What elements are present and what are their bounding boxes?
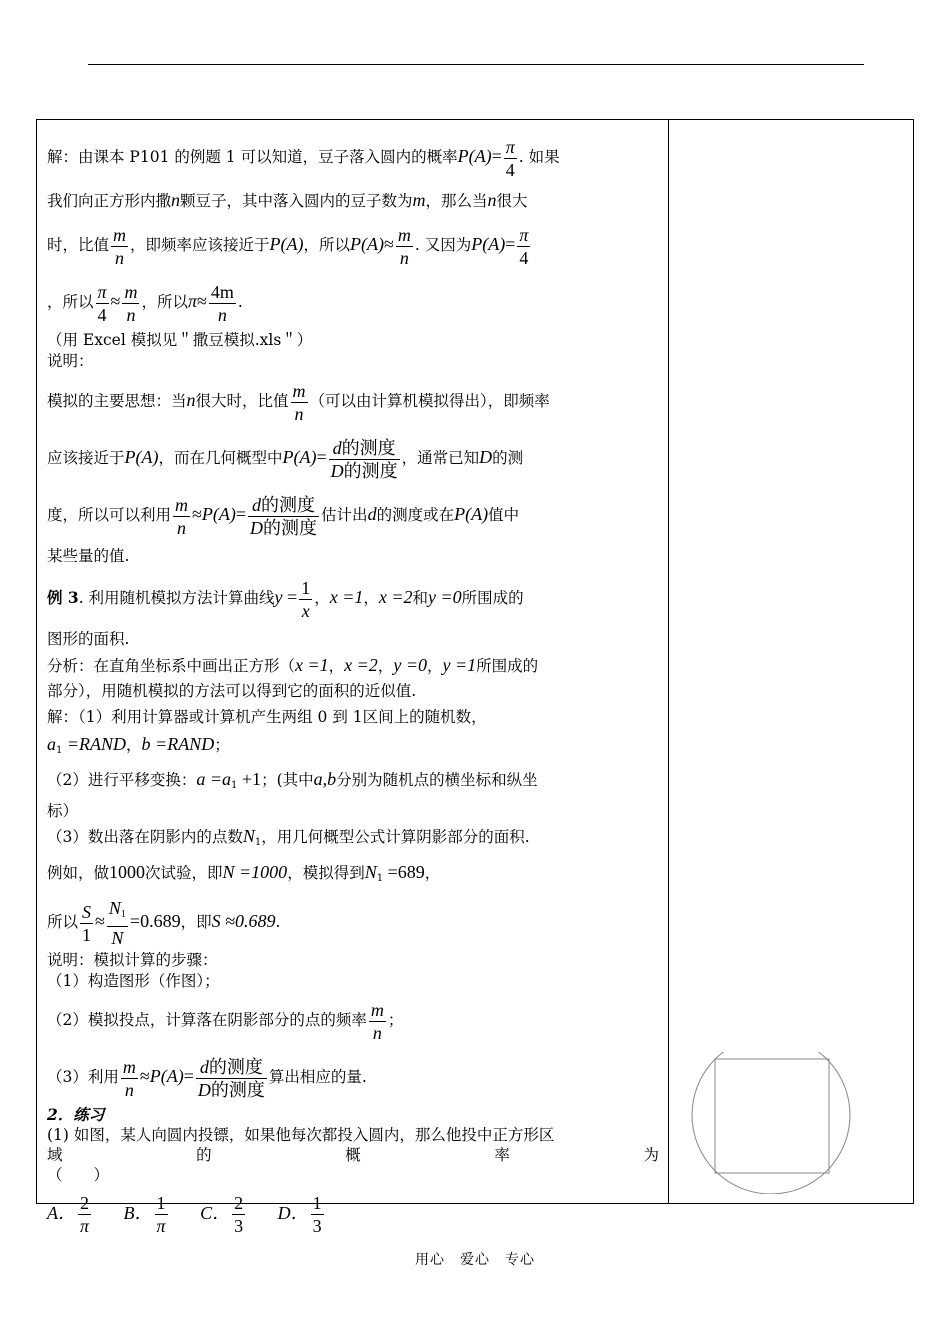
frac-measure	[248, 494, 319, 539]
text: ，	[314, 589, 330, 607]
frac-m-n	[369, 999, 386, 1044]
step3-line	[47, 821, 659, 858]
choice-C-label: C．	[200, 1203, 231, 1223]
steps-3	[47, 1048, 659, 1105]
text: 分别为随机点的横坐标和纵坐	[336, 771, 538, 789]
solution-line-4	[47, 273, 659, 330]
text: 解：（1）利用计算器或计算机产生两组 0 到 1区间上的随机数，	[47, 708, 487, 726]
text: .	[275, 913, 281, 931]
frac-den: 3	[312, 1216, 322, 1237]
text: (1) 如图，某人向圆内投镖，如果他每次都投入圆内，那么他投中正方形区	[47, 1126, 555, 1144]
answer-choices	[47, 1185, 659, 1241]
frac-measure-text: 的测度	[208, 1056, 263, 1077]
text: 很大	[496, 192, 528, 210]
choice-B-label: B．	[123, 1203, 153, 1223]
frac-num: 1	[301, 577, 311, 598]
frac-D: D	[330, 460, 344, 481]
subscript: 1	[56, 745, 63, 756]
text: 的测	[492, 449, 524, 467]
text: 应该接近于	[47, 449, 125, 467]
frac-den: π	[80, 1216, 90, 1237]
text: 模拟的主要思想：当	[47, 392, 187, 410]
text: 和	[412, 589, 429, 607]
frac-den: 4	[519, 247, 529, 268]
text: .	[237, 293, 243, 311]
solution-line-2	[47, 185, 659, 216]
frac-4m-n	[209, 281, 236, 326]
text: ，所以	[47, 293, 94, 311]
math-PA: P(A)	[350, 234, 385, 254]
frac-num: 1	[155, 1192, 168, 1215]
text: 率	[494, 1146, 510, 1164]
frac-den: 3	[234, 1216, 244, 1237]
frac-1-x	[299, 577, 312, 622]
text: （3）利用	[47, 1068, 119, 1086]
text: 算出相应的量.	[268, 1068, 367, 1086]
math-eq: =	[316, 447, 327, 467]
math-cond: y =0	[428, 587, 462, 607]
note-label	[47, 350, 659, 372]
main-column	[47, 128, 659, 1241]
result-line	[47, 893, 659, 950]
math-approx: ≈	[95, 911, 105, 931]
math-N: N	[242, 826, 255, 846]
frac-m-n	[121, 1056, 138, 1101]
math-PA: P(A)	[282, 447, 317, 467]
text: ，那么当	[425, 192, 488, 210]
math-eq: +1	[237, 769, 262, 789]
text: （2）进行平移变换：	[47, 771, 197, 789]
text: 所以	[47, 913, 79, 931]
text: 估计出	[321, 506, 368, 524]
math-approx: ≈	[192, 504, 202, 524]
math-cond: x =2	[378, 587, 413, 607]
text: ，通常已知	[401, 449, 480, 467]
frac-den: n	[126, 304, 136, 325]
math-S: S ≈0.689	[211, 911, 276, 931]
text: ，所以	[303, 236, 351, 254]
step2-line	[47, 764, 659, 801]
example3-line-2	[47, 626, 659, 652]
choice-A-label: A．	[47, 1203, 76, 1223]
frac-N: N	[108, 898, 121, 918]
frac-num: 4m	[210, 281, 234, 302]
frac-m-n	[122, 281, 139, 326]
frac-den: n	[177, 517, 187, 538]
text: . 如果	[518, 148, 560, 166]
frac-D: D	[197, 1079, 211, 1100]
text: ，即	[180, 913, 212, 931]
text: 值中	[488, 506, 520, 524]
subscript: 1	[254, 837, 262, 848]
example-line	[47, 858, 659, 893]
math-PA: P(A)	[471, 234, 506, 254]
text: （可以由计算机模拟得出），即频率	[309, 392, 550, 410]
math-n: n	[487, 190, 497, 210]
text: 标）	[47, 802, 79, 820]
frac-den: n	[372, 1022, 382, 1043]
text: 2．练习	[47, 1105, 105, 1124]
text: 说明：模拟计算的步骤：	[47, 951, 218, 969]
math-n: n	[171, 190, 181, 210]
math-approx: ≈	[196, 291, 207, 311]
figure-square	[715, 1059, 829, 1173]
frac-num: 2	[234, 1193, 244, 1214]
frac-D: D	[250, 517, 264, 538]
frac-num: π	[505, 136, 515, 157]
practice-paren	[47, 1165, 659, 1185]
frac-pi-4	[517, 224, 530, 269]
choice-C-value	[232, 1192, 245, 1237]
text: 概	[345, 1146, 361, 1164]
choice-B-value	[155, 1192, 168, 1237]
text: 某些量的值.	[47, 547, 130, 565]
text: ，	[424, 864, 441, 882]
frac-m-n	[396, 224, 413, 269]
text: ，	[363, 589, 379, 607]
frac-measure	[329, 437, 400, 482]
math-cond: x =2	[344, 655, 378, 675]
frac-den: n	[115, 247, 125, 268]
practice-question	[47, 1125, 659, 1145]
text: 时，比值	[47, 236, 110, 254]
practice-question-2	[47, 1145, 659, 1165]
text: 度，所以可以利用	[47, 506, 172, 524]
frac-den: x	[301, 600, 310, 621]
math-PA: P(A)	[457, 146, 492, 166]
example3-line-1: 例 3. 利用随机模拟方法计算曲线y = $\frac{1}{x}$ ，x =1，x =2和y =0所围成的	[47, 577, 524, 621]
analysis-line-1: 分析：在直角坐标系中画出正方形（x =1，x =2，y =0，y =1所围成的	[47, 655, 539, 675]
math-eq: =	[505, 234, 516, 254]
frac-num: m	[292, 380, 306, 401]
frac-measure-text: 的测度	[343, 460, 398, 481]
frac-num: m	[175, 494, 189, 515]
frac-num: m	[122, 1056, 136, 1077]
subscript: 1	[120, 909, 126, 920]
frac-den: 4	[505, 159, 515, 180]
math-PA: P(A)	[124, 447, 159, 467]
math-approx: ≈	[110, 291, 121, 311]
frac-num: π	[97, 281, 107, 302]
text: 部分），用随机模拟的方法可以得到它的面积的近似值.	[47, 682, 417, 700]
text: （用 Excel 模拟见＂撒豆模拟.xls＂）	[47, 331, 313, 349]
practice-heading	[47, 1105, 659, 1125]
frac-num: 1	[312, 1193, 322, 1214]
frac-den: n	[399, 247, 409, 268]
text: 颗豆子，其中落入圆内的豆子数为	[180, 192, 413, 210]
text: （2）模拟投点，计算落在阴影部分的点的频率	[47, 1011, 367, 1029]
text: （ ）	[47, 1166, 110, 1184]
frac-num: 2	[78, 1192, 91, 1215]
text: 解：由课本 P101 的例题 1 可以知道，豆子落入圆内的概率	[47, 148, 458, 166]
text: 所围成的	[476, 657, 539, 675]
math-num: =0.689	[129, 911, 181, 931]
example-label: 例 3	[47, 588, 79, 607]
math-cond: y =1	[442, 655, 477, 675]
frac-num: m	[124, 281, 138, 302]
choice-D-value	[311, 1192, 324, 1237]
text: ；	[214, 736, 230, 754]
text: 次试验，即	[145, 864, 223, 882]
frac-m-n	[291, 380, 308, 425]
frac-den: n	[217, 304, 227, 325]
text: ，所以	[141, 293, 188, 311]
steps-2	[47, 992, 659, 1048]
frac-measure-text: 的测度	[210, 1079, 265, 1100]
text: 图形的面积.	[47, 630, 130, 648]
frac-num: m	[113, 224, 127, 245]
frac-den: n	[294, 403, 304, 424]
frac-num: π	[519, 224, 529, 245]
frac-measure-text: 的测度	[341, 437, 396, 458]
sol-line-2: $a_1$ =RAND，b =RAND；	[47, 734, 230, 756]
frac-S-1	[80, 901, 93, 946]
math-D: D	[479, 447, 493, 467]
math-a: a	[47, 734, 56, 754]
solution-line-1	[47, 128, 659, 185]
math-rand: =RAND	[62, 734, 127, 754]
text: ；	[387, 1011, 404, 1029]
solution-line-3	[47, 216, 659, 273]
math-cond: x =1	[295, 655, 329, 675]
idea-line-2	[47, 429, 659, 486]
frac-pi-4	[504, 136, 517, 181]
frac-den: n	[124, 1079, 134, 1100]
math-m: m	[412, 190, 426, 210]
text: ，而在几何概型中	[158, 449, 283, 467]
math-PA: P(A)	[149, 1066, 184, 1086]
frac-num: S	[82, 901, 92, 922]
math-d: d	[367, 504, 377, 524]
text: ；(其中	[261, 771, 314, 789]
page-footer: 用心 爱心 专心	[415, 1252, 535, 1268]
step2-line-2	[47, 801, 659, 821]
text: （3）数出落在阴影内的点数	[47, 828, 243, 846]
excel-note	[47, 330, 659, 350]
math-eq: =	[235, 504, 247, 524]
math-ab: a,b	[313, 769, 337, 789]
subscript: 1	[376, 873, 384, 884]
idea-line-4	[47, 543, 659, 569]
header-rule	[88, 64, 864, 65]
frac-num: m	[397, 224, 411, 245]
math-approx: ≈	[384, 234, 394, 254]
frac-num: m	[370, 999, 384, 1020]
frac-m-n	[173, 494, 190, 539]
math-eq: a =a	[196, 769, 232, 789]
math-num: 1000	[109, 862, 146, 882]
math-eq: =	[287, 587, 298, 607]
math-PA: P(A)	[269, 234, 304, 254]
frac-den: N	[111, 928, 124, 948]
frac-measure	[196, 1056, 267, 1101]
math-PA: P(A)	[454, 504, 489, 524]
text: ，即频率应该接近于	[130, 236, 270, 254]
math-cond: y =0	[393, 655, 427, 675]
text: 我们向正方形内撒	[47, 192, 172, 210]
text: . 又因为	[414, 236, 472, 254]
math-n: n	[186, 390, 196, 410]
steps-title	[47, 950, 659, 970]
frac-measure-text: 的测度	[263, 517, 318, 538]
text: ，模拟得到	[287, 864, 365, 882]
analysis-line-2	[47, 679, 659, 703]
idea-line-3	[47, 486, 659, 543]
sol-line-1	[47, 703, 659, 731]
text: 分析：在直角坐标系中画出正方形（	[47, 657, 296, 675]
text: 的测度或在	[376, 506, 455, 524]
frac-d: d	[252, 494, 262, 515]
math-cond: x =1	[329, 587, 364, 607]
text: 域	[47, 1146, 63, 1164]
frac-N1-N	[107, 897, 128, 949]
math-PA: P(A)	[201, 504, 236, 524]
frac-m-n	[111, 224, 128, 269]
text: 的	[196, 1146, 212, 1164]
frac-measure-text: 的测度	[261, 494, 316, 515]
frac-den: 1	[82, 924, 92, 945]
text: . 利用随机模拟方法计算曲线	[78, 589, 275, 607]
math-pi: π	[187, 291, 197, 311]
frac-pi-4	[96, 281, 109, 326]
frac-den: 4	[97, 304, 107, 325]
choice-A-value	[78, 1192, 91, 1237]
idea-line-1	[47, 372, 659, 429]
math-N: N	[364, 862, 377, 882]
text: 说明：	[47, 352, 94, 370]
math-approx: ≈	[139, 1066, 150, 1086]
text: 为	[643, 1146, 659, 1164]
frac-den: π	[156, 1216, 166, 1237]
text: 所围成的	[461, 589, 524, 607]
choice-D-label: D．	[277, 1203, 309, 1223]
steps-1	[47, 970, 659, 992]
math-N: N =1000	[222, 862, 288, 882]
text: ，用几何概型公式计算阴影部分的面积.	[261, 828, 530, 846]
text: 例如，做	[47, 864, 110, 882]
column-divider	[668, 119, 669, 1204]
math-eq: =	[183, 1066, 194, 1086]
math-num: =689	[383, 862, 425, 882]
frac-d: d	[199, 1056, 209, 1077]
math-eq: =	[491, 146, 502, 166]
text: 很大时，比值	[195, 392, 289, 410]
math-rand: b =RAND	[141, 734, 215, 754]
subscript: 1	[231, 780, 238, 791]
frac-d: d	[332, 437, 342, 458]
text: （1）构造图形（作图）；	[47, 972, 220, 990]
circle-square-figure	[691, 1052, 855, 1194]
